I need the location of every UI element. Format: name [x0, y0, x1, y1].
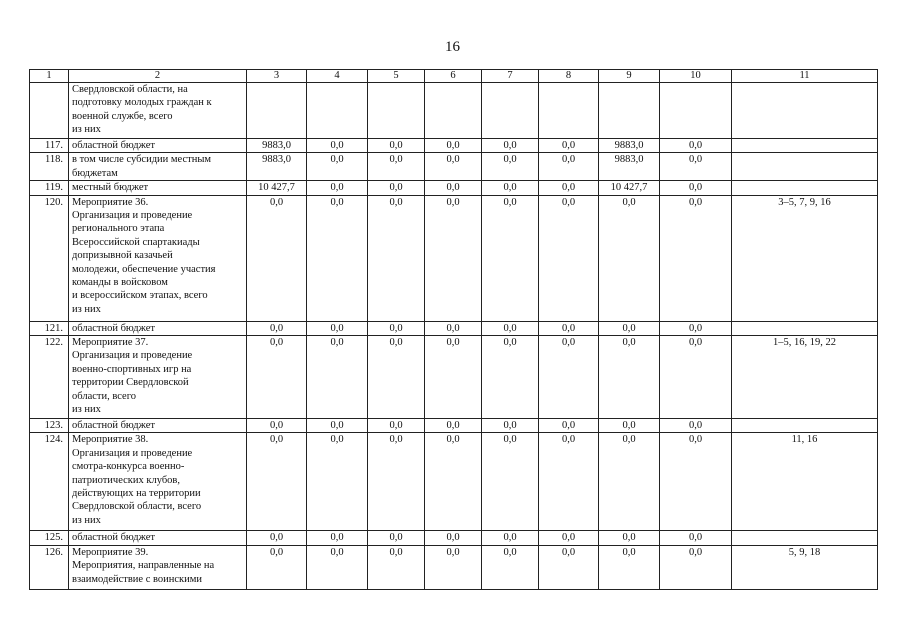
- value-cell: 0,0: [307, 336, 368, 419]
- value-cell: 0,0: [247, 321, 307, 335]
- value-cell: 0,0: [599, 336, 660, 419]
- value-cell: 0,0: [482, 181, 539, 195]
- target-indicators-cell: [732, 83, 878, 139]
- value-cell: 0,0: [247, 419, 307, 433]
- value-cell: 0,0: [660, 419, 732, 433]
- value-cell: 0,0: [247, 433, 307, 531]
- value-cell: 0,0: [660, 531, 732, 545]
- column-header: 4: [307, 70, 368, 83]
- value-cell: 0,0: [482, 321, 539, 335]
- value-cell: 0,0: [539, 195, 599, 321]
- target-indicators-cell: [732, 139, 878, 153]
- row-number-cell: 124.: [30, 433, 69, 531]
- value-cell: 9883,0: [599, 139, 660, 153]
- table-row: [30, 336, 878, 419]
- table-row: [30, 321, 878, 335]
- table-row: [30, 139, 878, 153]
- target-indicators-cell: 3–5, 7, 9, 16: [732, 195, 878, 321]
- value-cell: 0,0: [307, 195, 368, 321]
- value-cell: 0,0: [307, 433, 368, 531]
- value-cell: 0,0: [599, 545, 660, 589]
- column-header: 5: [368, 70, 425, 83]
- value-cell: 0,0: [247, 531, 307, 545]
- value-cell: 0,0: [307, 181, 368, 195]
- row-name-cell: областной бюджет: [69, 321, 247, 335]
- row-name-cell: в том числе субсидии местным бюджетам: [69, 153, 247, 181]
- value-cell: 0,0: [425, 139, 482, 153]
- budget-table: [29, 69, 878, 590]
- value-cell: 0,0: [368, 153, 425, 181]
- value-cell: 0,0: [247, 336, 307, 419]
- value-cell: 0,0: [307, 321, 368, 335]
- table-row: [30, 419, 878, 433]
- value-cell: 0,0: [425, 531, 482, 545]
- row-name-cell: Свердловской области, на подготовку молодых граждан к военной службе, всего из них: [69, 83, 247, 139]
- value-cell: 0,0: [599, 195, 660, 321]
- value-cell: 0,0: [660, 433, 732, 531]
- value-cell: 0,0: [660, 545, 732, 589]
- value-cell: 10 427,7: [247, 181, 307, 195]
- value-cell: 0,0: [660, 139, 732, 153]
- value-cell: 0,0: [247, 195, 307, 321]
- value-cell: 0,0: [307, 545, 368, 589]
- row-number-cell: 118.: [30, 153, 69, 181]
- value-cell: 0,0: [599, 419, 660, 433]
- value-cell: 0,0: [539, 433, 599, 531]
- value-cell: 9883,0: [247, 139, 307, 153]
- row-name-cell: Мероприятие 38. Организация и проведение смотра-конкурса военно- патриотических клубов, действующих на территории Свердловской области, всего из них: [69, 433, 247, 531]
- value-cell: 0,0: [660, 181, 732, 195]
- row-number-cell: 120.: [30, 195, 69, 321]
- table-row: [30, 195, 878, 321]
- row-number-cell: 123.: [30, 419, 69, 433]
- column-header: 6: [425, 70, 482, 83]
- row-name-cell: Мероприятие 37. Организация и проведение военно-спортивных игр на территории Свердловской области, всего из них: [69, 336, 247, 419]
- value-cell: 0,0: [660, 195, 732, 321]
- value-cell: 0,0: [368, 181, 425, 195]
- value-cell: [368, 83, 425, 139]
- value-cell: 0,0: [482, 545, 539, 589]
- value-cell: 0,0: [368, 419, 425, 433]
- value-cell: 10 427,7: [599, 181, 660, 195]
- target-indicators-cell: [732, 321, 878, 335]
- table-header-row: [30, 70, 878, 83]
- value-cell: 0,0: [307, 153, 368, 181]
- value-cell: [539, 83, 599, 139]
- row-name-cell: Мероприятие 36. Организация и проведение регионального этапа Всероссийской спартакиады допризывной казачьей молодежи, обеспечение участия команды в войсковом и всероссийском этапах, всего из них: [69, 195, 247, 321]
- page-number: 16: [445, 39, 460, 55]
- value-cell: 0,0: [307, 139, 368, 153]
- value-cell: 0,0: [660, 321, 732, 335]
- target-indicators-cell: 5, 9, 18: [732, 545, 878, 589]
- row-number-cell: [30, 83, 69, 139]
- value-cell: 0,0: [425, 433, 482, 531]
- target-indicators-cell: [732, 419, 878, 433]
- value-cell: 0,0: [368, 545, 425, 589]
- value-cell: [482, 83, 539, 139]
- value-cell: 0,0: [368, 433, 425, 531]
- value-cell: 0,0: [425, 321, 482, 335]
- value-cell: [425, 83, 482, 139]
- table-row: [30, 531, 878, 545]
- value-cell: 0,0: [539, 419, 599, 433]
- row-name-cell: областной бюджет: [69, 419, 247, 433]
- table-row: [30, 181, 878, 195]
- value-cell: 0,0: [482, 195, 539, 321]
- column-header: 2: [69, 70, 247, 83]
- value-cell: 0,0: [539, 139, 599, 153]
- value-cell: 0,0: [368, 531, 425, 545]
- row-number-cell: 119.: [30, 181, 69, 195]
- value-cell: 0,0: [599, 433, 660, 531]
- column-header: 10: [660, 70, 732, 83]
- table-row: [30, 545, 878, 589]
- target-indicators-cell: [732, 531, 878, 545]
- value-cell: [660, 83, 732, 139]
- value-cell: 0,0: [247, 545, 307, 589]
- value-cell: 9883,0: [247, 153, 307, 181]
- row-number-cell: 122.: [30, 336, 69, 419]
- column-header: 1: [30, 70, 69, 83]
- value-cell: 0,0: [482, 139, 539, 153]
- value-cell: 0,0: [482, 153, 539, 181]
- row-name-cell: областной бюджет: [69, 139, 247, 153]
- value-cell: 0,0: [368, 195, 425, 321]
- value-cell: 0,0: [368, 321, 425, 335]
- value-cell: 0,0: [425, 545, 482, 589]
- value-cell: 9883,0: [599, 153, 660, 181]
- value-cell: 0,0: [539, 321, 599, 335]
- table-row: [30, 153, 878, 181]
- value-cell: 0,0: [599, 531, 660, 545]
- value-cell: 0,0: [539, 531, 599, 545]
- column-header: 8: [539, 70, 599, 83]
- column-header: 11: [732, 70, 878, 83]
- value-cell: 0,0: [599, 321, 660, 335]
- value-cell: 0,0: [539, 153, 599, 181]
- value-cell: 0,0: [660, 153, 732, 181]
- table-row: [30, 433, 878, 531]
- row-number-cell: 117.: [30, 139, 69, 153]
- value-cell: [307, 83, 368, 139]
- column-header: 7: [482, 70, 539, 83]
- value-cell: 0,0: [660, 336, 732, 419]
- value-cell: 0,0: [425, 181, 482, 195]
- row-name-cell: Мероприятие 39. Мероприятия, направленные на взаимодействие с воинскими: [69, 545, 247, 589]
- value-cell: 0,0: [307, 531, 368, 545]
- value-cell: 0,0: [307, 419, 368, 433]
- target-indicators-cell: [732, 153, 878, 181]
- value-cell: 0,0: [539, 336, 599, 419]
- value-cell: [247, 83, 307, 139]
- value-cell: 0,0: [482, 419, 539, 433]
- target-indicators-cell: [732, 181, 878, 195]
- value-cell: 0,0: [425, 195, 482, 321]
- row-name-cell: областной бюджет: [69, 531, 247, 545]
- value-cell: 0,0: [368, 336, 425, 419]
- column-header: 3: [247, 70, 307, 83]
- row-number-cell: 125.: [30, 531, 69, 545]
- value-cell: 0,0: [482, 531, 539, 545]
- value-cell: 0,0: [539, 181, 599, 195]
- value-cell: 0,0: [368, 139, 425, 153]
- value-cell: 0,0: [482, 433, 539, 531]
- row-number-cell: 126.: [30, 545, 69, 589]
- value-cell: 0,0: [482, 336, 539, 419]
- row-number-cell: 121.: [30, 321, 69, 335]
- table-row: [30, 83, 878, 139]
- value-cell: 0,0: [425, 336, 482, 419]
- target-indicators-cell: 1–5, 16, 19, 22: [732, 336, 878, 419]
- row-name-cell: местный бюджет: [69, 181, 247, 195]
- column-header: 9: [599, 70, 660, 83]
- value-cell: 0,0: [539, 545, 599, 589]
- value-cell: 0,0: [425, 419, 482, 433]
- target-indicators-cell: 11, 16: [732, 433, 878, 531]
- value-cell: [599, 83, 660, 139]
- value-cell: 0,0: [425, 153, 482, 181]
